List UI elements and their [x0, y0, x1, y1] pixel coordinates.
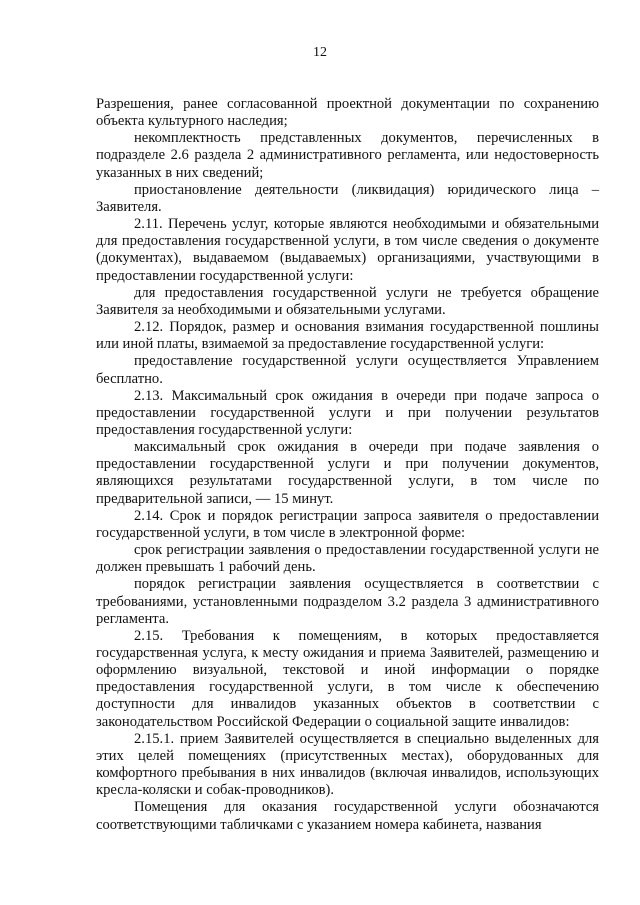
paragraph: 2.13. Максимальный срок ожидания в очереди при подаче запроса о предоставлении государственной услуги и при получении результатов предоставления государственной услуги:: [96, 387, 599, 438]
paragraph: 2.12. Порядок, размер и основания взимания государственной пошлины или иной платы, взимаемой за предоставление государственной услуги:: [96, 319, 599, 353]
document-body: [96, 96, 599, 834]
paragraph: 2.15.1. прием Заявителей осуществляется в специально выделенных для этих целей помещениях (присутственных местах), оборудованных для комфортного пребывания в них инвалидов (включая инвалидов, использующих кресла-коляски и собак-проводников).: [96, 730, 599, 799]
paragraph: Разрешения, ранее согласованной проектной документации по сохранению объекта культурного наследия;: [96, 96, 599, 130]
paragraph: 2.14. Срок и порядок регистрации запроса заявителя о предоставлении государственной услуги, в том числе в электронной форме:: [96, 507, 599, 541]
paragraph: 2.11. Перечень услуг, которые являются необходимыми и обязательными для предоставления государственной услуги, в том числе сведения о документе (документах), выдаваемом (выдаваемых) организациями, участвующими в предоставлении государственной услуги:: [96, 216, 599, 284]
paragraph: некомплектность представленных документов, перечисленных в подразделе 2.6 раздела 2 административного регламента, или недостоверность указанных в них сведений;: [96, 130, 599, 181]
paragraph: 2.15. Требования к помещениям, в которых предоставляется государственная услуга, к месту ожидания и приема Заявителей, размещению и оформлению визуальной, текстовой и иной информации о порядке предоставления государственной услуги, в том числе к обеспечению доступности для инвалидов указанных объектов в соответствии с законодательством Российской Федерации о социальной защите инвалидов:: [96, 627, 599, 730]
paragraph: Помещения для оказания государственной услуги обозначаются соответствующими табличками с указанием номера кабинета, названия: [96, 799, 599, 833]
paragraph: срок регистрации заявления о предоставлении государственной услуги не должен превышать 1 рабочий день.: [96, 542, 599, 576]
page-number: 12: [313, 45, 327, 60]
paragraph: приостановление деятельности (ликвидация) юридического лица – Заявителя.: [96, 181, 599, 215]
paragraph: максимальный срок ожидания в очереди при подаче заявления о предоставлении государственной услуги и при получении документов, являющихся результатами государственной услуги, в том числе по предварительной записи, — 15 минут.: [96, 439, 599, 507]
paragraph: для предоставления государственной услуги не требуется обращение Заявителя за необходимыми и обязательными услугами.: [96, 284, 599, 318]
paragraph: предоставление государственной услуги осуществляется Управлением бесплатно.: [96, 353, 599, 387]
paragraph: порядок регистрации заявления осуществляется в соответствии с требованиями, установленными подразделом 3.2 раздела 3 административного регламента.: [96, 576, 599, 627]
